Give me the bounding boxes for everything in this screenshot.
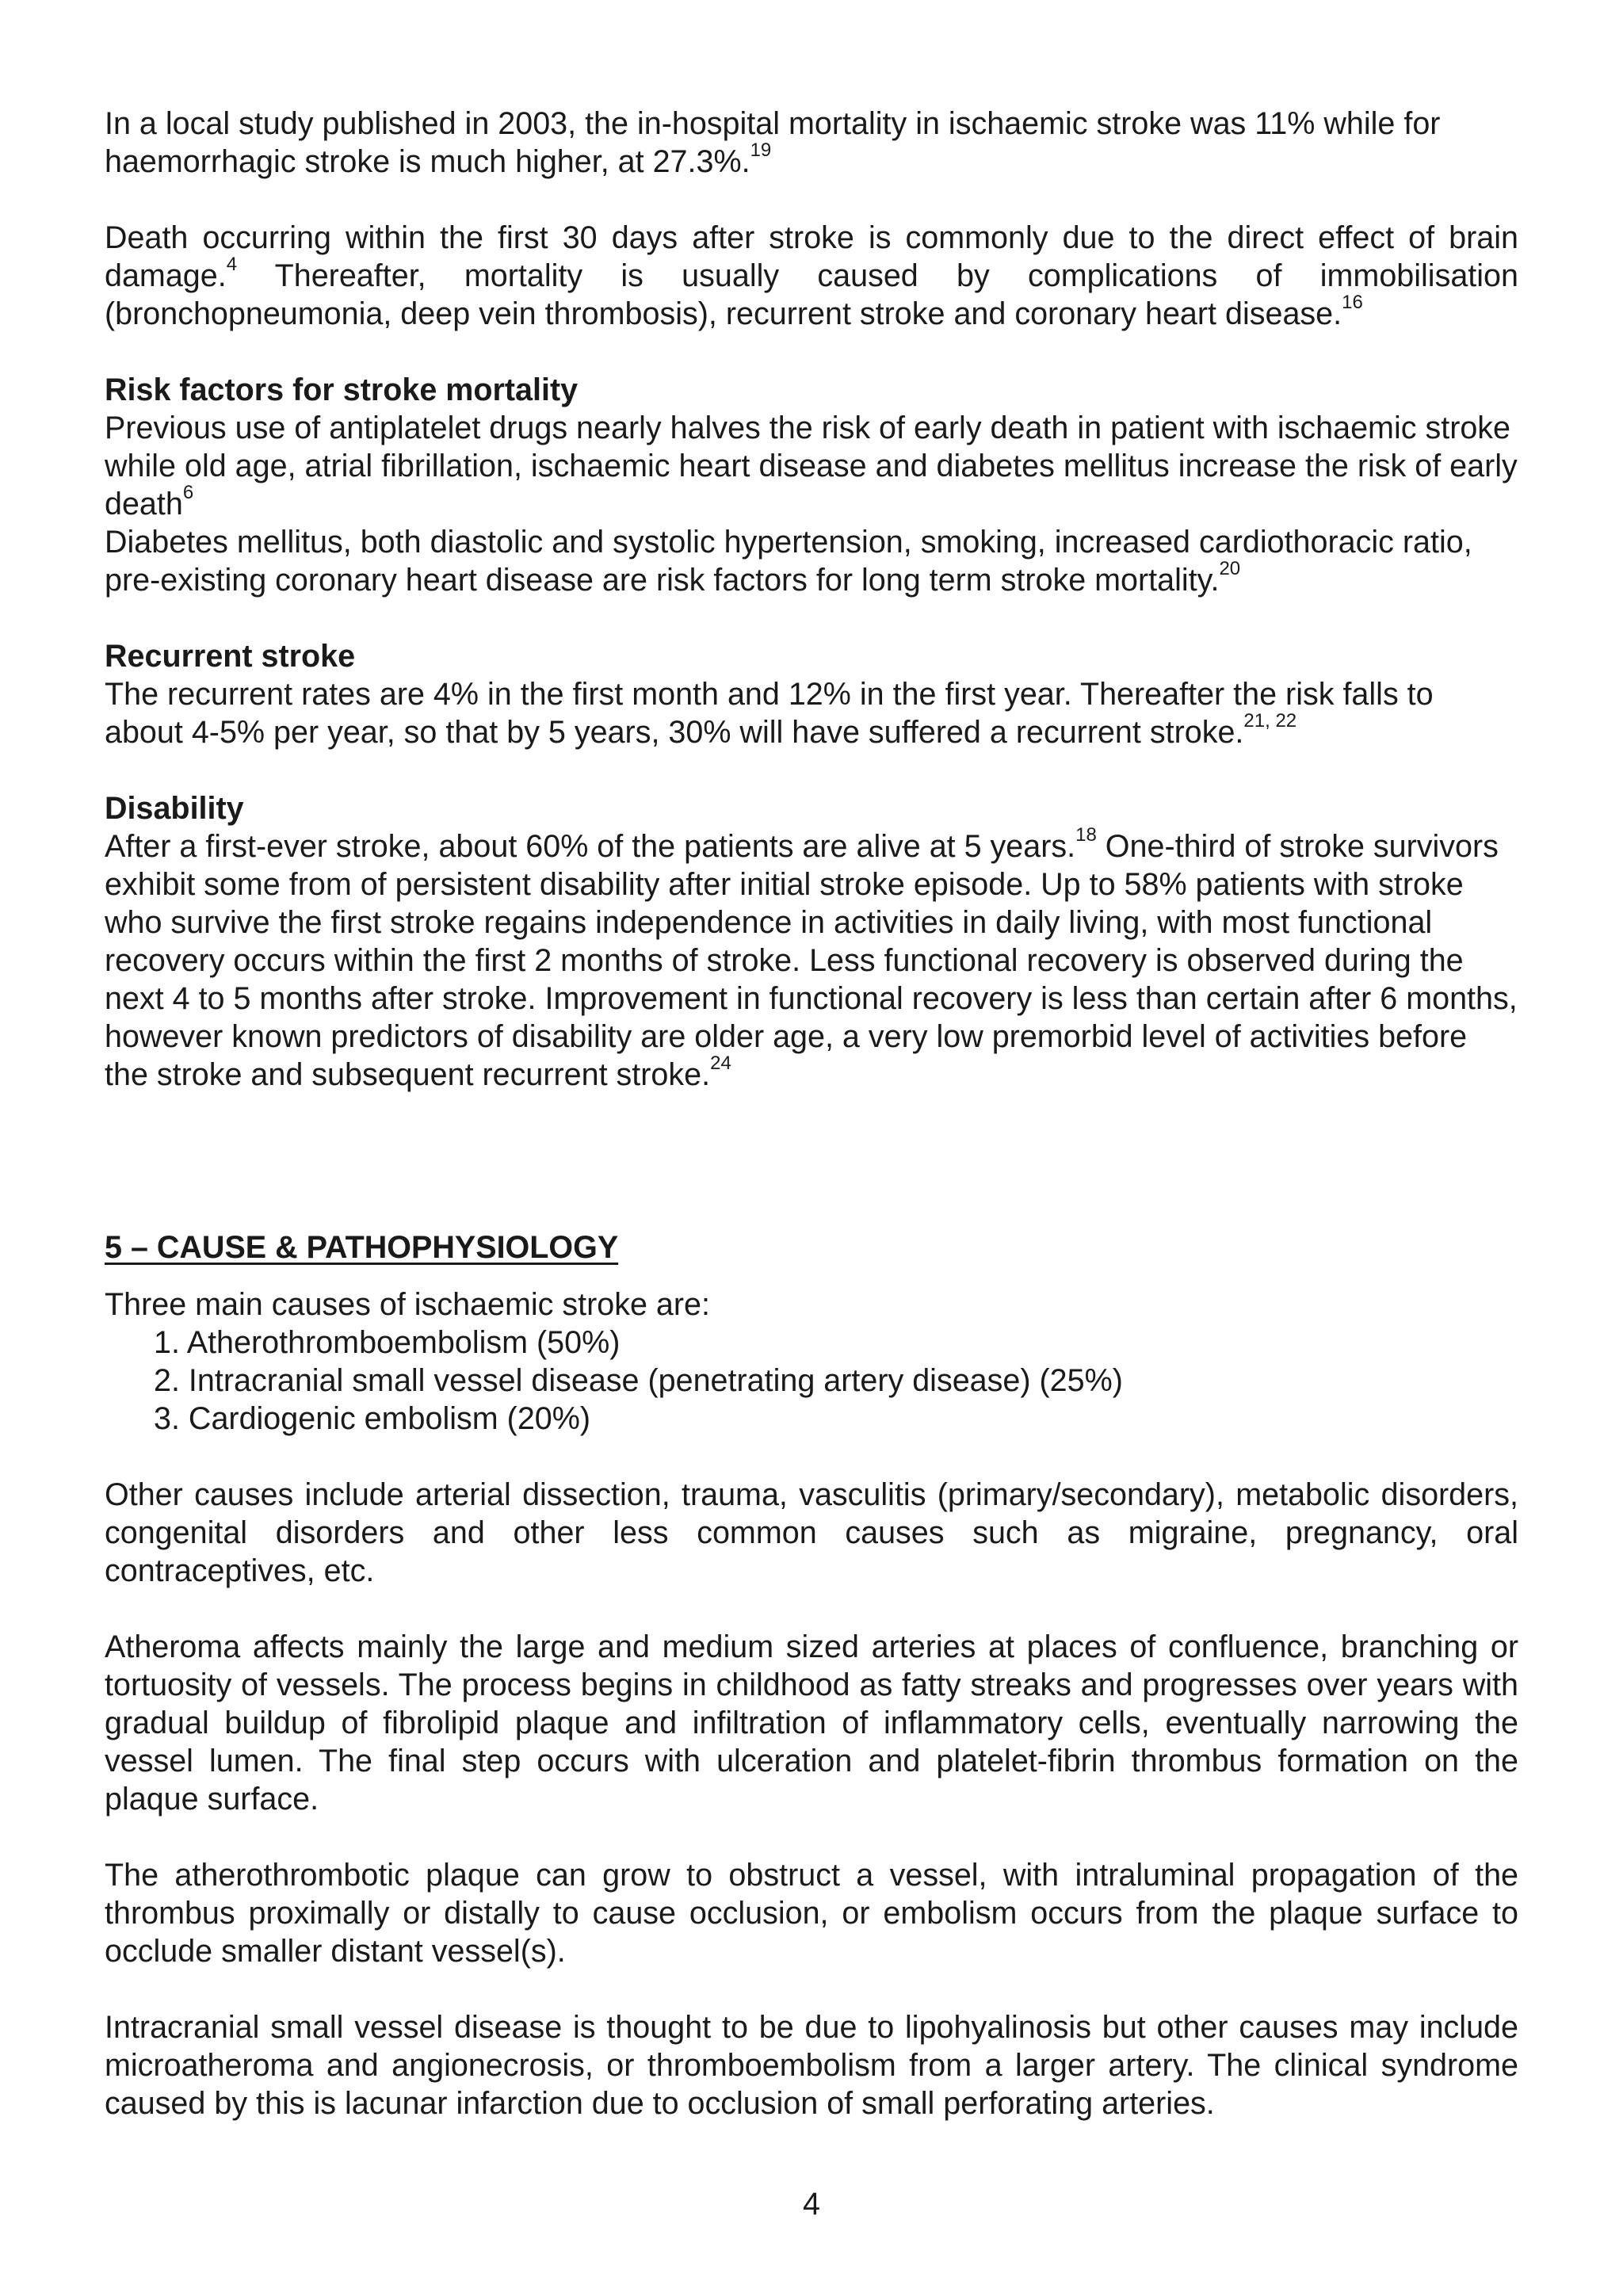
citation-ref: 20 (1219, 557, 1241, 579)
heading-recurrent-stroke: Recurrent stroke (105, 639, 356, 674)
paragraph-risk-early-death: Previous use of antiplatelet drugs nearly halves the risk of early death in patient with ischaemic stroke while old age, atrial fibrillation, ischaemic heart disease and diabetes mellitus increase the risk of early death$^6$ (105, 411, 1518, 521)
paragraph-atheroma: Atheroma affects mainly the large and medium sized arteries at places of confluence, branching or tortuosity of vessels. The process begins in childhood as fatty streaks and progresses over years with gradual buildup of fibrolipid plaque and infiltration of inflammatory cells, eventually narrowing the vessel lumen. The final step occurs with ulceration and platelet-fibrin thrombus formation on the plaque surface. (105, 1629, 1518, 1817)
paragraph-disability: After a first-ever stroke, about 60% of the patients are alive at 5 years.$^{18}$ One-third of stroke survivors exhibit some from of persistent disability after initial stroke episode. Up to 58% patients with stroke who survive the first stroke regains independence in activities in daily living, with most functional recovery occurs within the first 2 months of stroke. Less functional recovery is observed during the next 4 to 5 months after stroke. Improvement in functional recovery is less than certain after 6 months, however known predictors of disability are older age, a very low premorbid level of activities before the stroke and subsequent recurrent stroke.$^{24}$ (105, 823, 1518, 1092)
citation-ref: 21, 22 (1243, 709, 1297, 732)
list-item: 1. Atherothromboembolism (50%) (154, 1325, 621, 1360)
paragraph-death-causes: Death occurring within the first 30 days after stroke is commonly due to the direct effect of brain damage.$^4$ Thereafter, mortality is usually caused by complications of immobilisation (bronchopneumonia, deep vein thrombosis), recurrent stroke and coronary heart disease.$^{16}$ (105, 220, 1518, 331)
paragraph-causes-intro: Three main causes of ischaemic stroke are: (105, 1287, 710, 1322)
heading-risk-factors: Risk factors for stroke mortality (105, 372, 579, 407)
citation-ref: 18 (1075, 823, 1097, 846)
heading-disability: Disability (105, 791, 244, 826)
list-item: 3. Cardiogenic embolism (20%) (154, 1401, 591, 1436)
paragraph-atherothrombotic-plaque: The atherothrombotic plaque can grow to obstruct a vessel, with intraluminal propagation of the thrombus proximally or distally to cause occlusion, or embolism occurs from the plaque surface to occlude smaller distant vessel(s). (105, 1858, 1518, 1969)
section-title-cause-pathophysiology: 5 – CAUSE & PATHOPHYSIOLOGY (105, 1230, 619, 1265)
citation-ref: 16 (1342, 291, 1363, 313)
citation-ref: 19 (750, 139, 772, 161)
paragraph-recurrent-stroke: The recurrent rates are 4% in the first month and 12% in the first year. Thereafter the risk falls to about 4-5% per year, so that by 5 years, 30% will have suffered a recurrent stroke.$^{21, 22}$ (105, 677, 1434, 750)
citation-ref: 4 (226, 253, 238, 275)
citation-ref: 24 (710, 1052, 731, 1074)
paragraph-risk-long-term: Diabetes mellitus, both diastolic and systolic hypertension, smoking, increased cardiothoracic ratio, pre-existing coronary heart disease are risk factors for long term stroke mortality.$^{20}$ (105, 525, 1472, 598)
paragraph-small-vessel-disease: Intracranial small vessel disease is thought to be due to lipohyalinosis but other causes may include microatheroma and angionecrosis, or thromboembolism from a larger artery. The clinical syndrome caused by this is lacunar infarction due to occlusion of small perforating arteries. (105, 2010, 1518, 2121)
list-item: 2. Intracranial small vessel disease (penetrating artery disease) (25%) (154, 1363, 1123, 1398)
page-number: 4 (803, 2187, 820, 2222)
paragraph-mortality-local-study: In a local study published in 2003, the in-hospital mortality in ischaemic stroke was 11% while for haemorrhagic stroke is much higher, at 27.3%.$^{19}$ (105, 106, 1441, 179)
citation-ref: 6 (182, 481, 194, 503)
paragraph-other-causes: Other causes include arterial dissection, trauma, vasculitis (primary/secondary), metabolic disorders, congenital disorders and other less common causes such as migraine, pregnancy, oral contraceptives, etc. (105, 1477, 1518, 1588)
causes-list (105, 1324, 1518, 1438)
